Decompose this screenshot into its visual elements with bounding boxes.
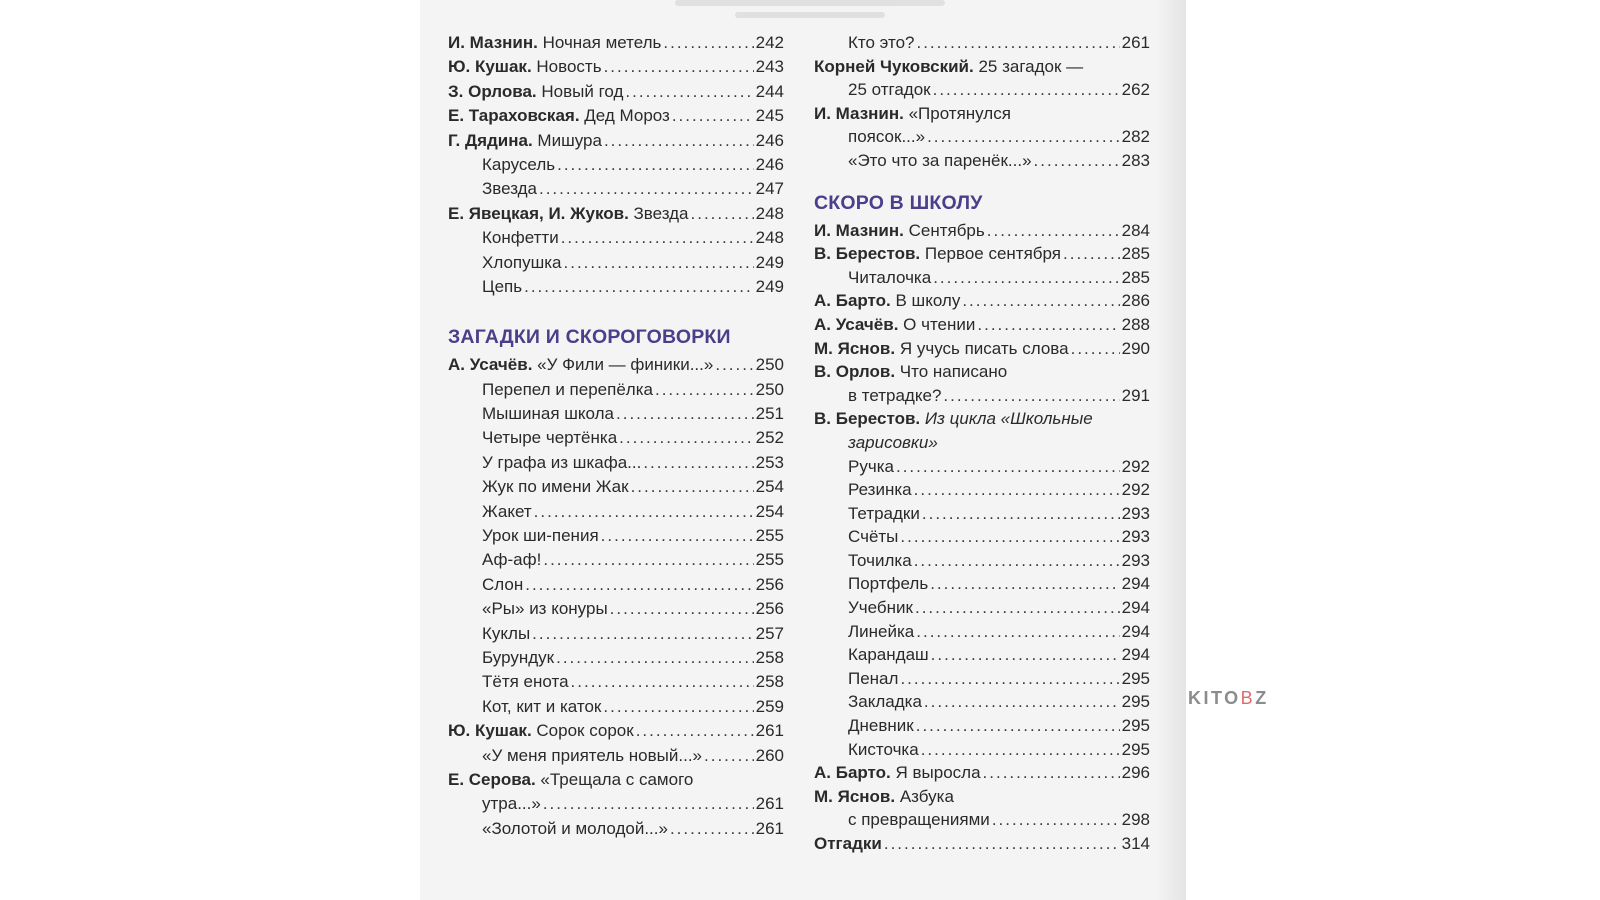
entry-title: Слон <box>482 574 524 594</box>
entry-page-number: 247 <box>755 179 784 199</box>
dot-leader <box>962 289 1119 313</box>
dot-leader <box>931 643 1120 667</box>
entry-title: Я учусь писать слова <box>895 338 1069 358</box>
entry-page-number: 258 <box>755 672 784 692</box>
toc-entry <box>814 360 1150 384</box>
toc-entry <box>448 353 784 377</box>
toc-entry <box>814 313 1150 337</box>
dot-leader <box>619 426 753 450</box>
entry-page-number: 250 <box>755 379 784 399</box>
section-heading-riddles: ЗАГАДКИ И СКОРОГОВОРКИ <box>448 326 731 349</box>
dot-leader <box>924 690 1120 714</box>
entry-page-number: 256 <box>755 574 784 594</box>
toc-entry <box>814 785 1150 809</box>
dot-leader <box>916 714 1120 738</box>
entry-page-number: 248 <box>755 228 784 248</box>
entry-page-number: 258 <box>755 647 784 667</box>
entry-page-number: 294 <box>1121 574 1150 594</box>
bleed-through-text <box>660 0 960 30</box>
toc-entry <box>448 251 784 275</box>
entry-title: «Это что за паренёк...» <box>848 150 1032 170</box>
entry-title: Конфетти <box>482 228 559 248</box>
entry-title: в тетрадке? <box>848 385 942 405</box>
dot-leader <box>532 622 753 646</box>
entry-title: Цепь <box>482 276 523 296</box>
entry-title: Карандаш <box>848 645 929 665</box>
entry-title: Кот, кит и каток <box>482 696 602 716</box>
toc-entry <box>448 524 784 548</box>
dot-leader <box>663 31 753 55</box>
entry-page-number: 295 <box>1121 668 1150 688</box>
dot-leader <box>1071 337 1120 361</box>
entry-page-number: 298 <box>1121 810 1150 830</box>
dot-leader <box>524 275 754 299</box>
entry-title: Куклы <box>482 623 531 643</box>
entry-title: 25 загадок — <box>973 56 1084 76</box>
toc-entry <box>448 426 784 450</box>
dot-leader <box>1034 149 1120 173</box>
entry-author: И. Мазнин. <box>448 33 538 52</box>
entry-author: А. Барто. <box>814 763 891 783</box>
toc-entry <box>448 402 784 426</box>
toc-entry <box>448 451 784 475</box>
entry-author: Корней Чуковский. <box>814 56 974 76</box>
entry-page-number: 254 <box>755 501 784 521</box>
toc-entry <box>448 695 784 719</box>
entry-page-number: 254 <box>755 477 784 497</box>
dot-leader <box>884 832 1120 856</box>
dot-leader <box>900 525 1119 549</box>
entry-title: Что написано <box>895 362 1008 382</box>
entry-page-number: 248 <box>755 203 784 223</box>
dot-leader <box>977 313 1119 337</box>
entry-title: Дед Мороз <box>579 106 670 126</box>
dot-leader <box>571 670 754 694</box>
entry-title: с превращениями <box>848 810 990 830</box>
entry-title: Перепел и перепёлка <box>482 379 653 399</box>
dot-leader <box>561 226 754 250</box>
entry-title: «Трещала с самого <box>535 769 694 789</box>
entry-page-number: 292 <box>1121 480 1150 500</box>
dot-leader <box>987 219 1120 243</box>
toc-entry <box>448 719 784 743</box>
entry-page-number: 285 <box>1121 244 1150 264</box>
toc-entry <box>814 502 1150 526</box>
toc-entry <box>448 622 784 646</box>
dot-leader <box>625 80 753 104</box>
entry-title: Хлопушка <box>482 252 562 272</box>
toc-list-riddles-continued <box>814 31 1150 173</box>
entry-author: А. Усачёв. <box>448 355 533 375</box>
dot-leader <box>900 667 1119 691</box>
entry-page-number: 282 <box>1121 127 1150 147</box>
dot-leader <box>933 266 1119 290</box>
entry-title: Портфель <box>848 574 929 594</box>
dot-leader <box>525 573 753 597</box>
entry-page-number: 283 <box>1121 150 1150 170</box>
entry-author: Ю. Кушак. <box>448 721 532 741</box>
entry-page-number: 253 <box>755 452 784 472</box>
entry-page-number: 291 <box>1121 385 1150 405</box>
entry-page-number: 260 <box>755 745 784 765</box>
toc-entry <box>814 596 1150 620</box>
toc-right-column <box>814 31 1150 856</box>
entry-page-number: 293 <box>1121 527 1150 547</box>
toc-entry <box>448 500 784 524</box>
entry-title: Звезда <box>482 179 537 199</box>
entry-page-number: 244 <box>755 81 784 101</box>
dot-leader <box>557 153 754 177</box>
toc-entry <box>814 832 1150 856</box>
toc-entry <box>814 102 1150 126</box>
entry-title: У графа из шкафа... <box>482 452 642 472</box>
entry-page-number: 246 <box>755 130 784 150</box>
entry-page-number: 255 <box>755 550 784 570</box>
entry-title: поясок...» <box>848 127 926 147</box>
entry-page-number: 259 <box>755 696 784 716</box>
entry-page-number: 262 <box>1121 80 1150 100</box>
dot-leader <box>655 378 754 402</box>
entry-title: Карусель <box>482 154 556 174</box>
toc-entry <box>814 384 1150 408</box>
dot-leader <box>1063 242 1120 266</box>
entry-title: Читалочка <box>848 267 932 287</box>
entry-author: М. Яснов. <box>814 338 896 358</box>
entry-title: Ночная метель <box>537 33 662 52</box>
entry-author: Г. Дядина. <box>448 130 533 150</box>
entry-author: И. Мазнин. <box>814 103 904 123</box>
dot-leader <box>672 104 754 128</box>
toc-entry <box>814 149 1150 173</box>
dot-leader <box>914 549 1120 573</box>
toc-entry <box>814 738 1150 762</box>
entry-title: Звезда <box>628 203 689 223</box>
dot-leader <box>601 524 754 548</box>
entry-author: А. Барто. <box>814 291 891 311</box>
entry-page-number: 246 <box>755 154 784 174</box>
entry-page-number: 242 <box>755 33 784 52</box>
toc-entry <box>448 177 784 201</box>
dot-leader <box>610 597 754 621</box>
entry-author: М. Яснов. <box>814 786 896 806</box>
toc-entry <box>814 549 1150 573</box>
toc-entry <box>814 125 1150 149</box>
entry-page-number: 243 <box>755 57 784 77</box>
dot-leader <box>896 455 1120 479</box>
entry-title: Мышиная школа <box>482 404 615 424</box>
entry-title: Новый год <box>536 81 624 101</box>
entry-title: Линейка <box>848 621 915 641</box>
entry-title: утра...» <box>482 794 541 814</box>
dot-leader <box>943 384 1119 408</box>
entry-title: Тетрадки <box>848 503 920 523</box>
entry-page-number: 250 <box>755 355 784 375</box>
dot-leader <box>992 808 1120 832</box>
dot-leader <box>543 548 753 572</box>
dot-leader <box>636 719 754 743</box>
entry-title: 25 отгадок <box>848 80 931 100</box>
entry-author: Е. Явецкая, И. Жуков. <box>448 203 629 223</box>
toc-entry <box>448 548 784 572</box>
entry-page-number: 295 <box>1121 692 1150 712</box>
dot-leader <box>616 402 754 426</box>
entry-title: Ручка <box>848 456 894 476</box>
toc-list-riddles <box>448 353 784 841</box>
toc-entry <box>448 573 784 597</box>
entry-page-number: 286 <box>1121 291 1150 311</box>
toc-list-school <box>814 219 1150 856</box>
dot-leader <box>930 572 1119 596</box>
entry-page-number: 245 <box>755 106 784 126</box>
entry-title: Из цикла «Школьные <box>920 409 1093 429</box>
dot-leader <box>670 817 754 841</box>
entry-page-number: 293 <box>1121 550 1150 570</box>
entry-title: Четыре чертёнка <box>482 428 618 448</box>
dot-leader <box>539 177 754 201</box>
toc-entry <box>448 226 784 250</box>
entry-author: З. Орлова. <box>448 81 537 101</box>
dot-leader <box>916 31 1119 55</box>
toc-entry <box>448 153 784 177</box>
toc-entry <box>814 761 1150 785</box>
toc-entry <box>448 275 784 299</box>
toc-entry <box>814 808 1150 832</box>
toc-entry <box>448 129 784 153</box>
dot-leader <box>915 596 1120 620</box>
entry-title: Азбука <box>895 786 954 806</box>
entry-title: Сорок сорок <box>531 721 634 741</box>
book-page <box>420 0 1186 900</box>
toc-entry <box>814 478 1150 502</box>
entry-author: В. Орлов. <box>814 362 896 382</box>
toc-entry <box>448 80 784 104</box>
entry-page-number: 251 <box>755 404 784 424</box>
entry-page-number: 256 <box>755 599 784 619</box>
entry-page-number: 294 <box>1121 645 1150 665</box>
toc-entry <box>448 104 784 128</box>
toc-entry <box>814 266 1150 290</box>
entry-title: Резинка <box>848 480 912 500</box>
entry-page-number: 295 <box>1121 739 1150 759</box>
entry-page-number: 261 <box>1121 33 1150 52</box>
toc-entry <box>448 646 784 670</box>
entry-title: Аф-аф! <box>482 550 542 570</box>
entry-page-number: 292 <box>1121 456 1150 476</box>
dot-leader <box>704 744 754 768</box>
entry-title: Пенал <box>848 668 899 688</box>
entry-title: Жакет <box>482 501 532 521</box>
entry-page-number: 257 <box>755 623 784 643</box>
entry-title: «Ры» из конуры <box>482 599 608 619</box>
toc-entry <box>814 667 1150 691</box>
entry-author: Ю. Кушак. <box>448 57 532 77</box>
entry-author: В. Берестов. <box>814 244 921 264</box>
toc-entry <box>448 31 784 55</box>
dot-leader <box>983 761 1120 785</box>
toc-entry <box>814 431 1150 455</box>
toc-entry <box>814 620 1150 644</box>
entry-page-number: 314 <box>1121 834 1150 853</box>
entry-title: «У меня приятель новый...» <box>482 745 702 765</box>
toc-entry <box>448 768 784 792</box>
entry-page-number: 294 <box>1121 598 1150 618</box>
dot-leader <box>631 475 754 499</box>
toc-entry <box>814 455 1150 479</box>
toc-entry <box>814 714 1150 738</box>
toc-entry <box>448 378 784 402</box>
dot-leader <box>643 451 753 475</box>
entry-page-number: 288 <box>1121 314 1150 334</box>
entry-page-number: 293 <box>1121 503 1150 523</box>
entry-page-number: 285 <box>1121 267 1150 287</box>
toc-entry <box>814 55 1150 79</box>
entry-page-number: 261 <box>755 818 784 838</box>
dot-leader <box>691 202 754 226</box>
entry-page-number: 294 <box>1121 621 1150 641</box>
toc-list-new-year <box>448 31 784 299</box>
entry-title: Бурундук <box>482 647 555 667</box>
entry-author: Отгадки <box>814 834 882 853</box>
toc-entry <box>814 289 1150 313</box>
dot-leader <box>603 695 753 719</box>
dot-leader <box>715 353 753 377</box>
entry-title: зарисовки» <box>848 432 938 452</box>
page-edge-shadow <box>1156 0 1186 900</box>
toc-entry <box>814 643 1150 667</box>
dot-leader <box>933 78 1120 102</box>
toc-entry <box>814 690 1150 714</box>
entry-page-number: 249 <box>755 252 784 272</box>
entry-page-number: 261 <box>755 794 784 814</box>
entry-title: «Протянулся <box>903 103 1011 123</box>
entry-author: Е. Тараховская. <box>448 106 580 126</box>
toc-entry <box>448 597 784 621</box>
entry-title: Учебник <box>848 598 913 618</box>
dot-leader <box>534 500 754 524</box>
entry-title: Жук по имени Жак <box>482 477 629 497</box>
entry-page-number: 284 <box>1121 220 1150 240</box>
entry-title: Урок ши-пения <box>482 526 599 546</box>
dot-leader <box>604 129 754 153</box>
entry-page-number: 290 <box>1121 338 1150 358</box>
toc-entry <box>814 572 1150 596</box>
entry-page-number: 255 <box>755 526 784 546</box>
toc-left-column <box>448 31 784 841</box>
dot-leader <box>916 620 1119 644</box>
dot-leader <box>914 478 1120 502</box>
entry-title: «У Фили — финики...» <box>532 355 714 375</box>
entry-author: А. Усачёв. <box>814 314 899 334</box>
toc-entry <box>448 475 784 499</box>
dot-leader <box>556 646 754 670</box>
entry-title: Кто это? <box>848 33 915 52</box>
toc-entry <box>814 78 1150 102</box>
toc-entry <box>448 670 784 694</box>
toc-entry <box>448 55 784 79</box>
toc-entry <box>814 219 1150 243</box>
watermark-logo: KITOBZ <box>1188 688 1269 708</box>
toc-entry <box>448 202 784 226</box>
entry-page-number: 296 <box>1121 763 1150 783</box>
toc-entry <box>448 792 784 816</box>
toc-entry <box>814 525 1150 549</box>
entry-page-number: 295 <box>1121 716 1150 736</box>
entry-title: Кисточка <box>848 739 919 759</box>
entry-title: Новость <box>531 57 602 77</box>
entry-author: В. Берестов. <box>814 409 921 429</box>
entry-title: Первое сентября <box>920 244 1062 264</box>
entry-page-number: 252 <box>755 428 784 448</box>
toc-entry <box>814 242 1150 266</box>
entry-title: Мишура <box>532 130 602 150</box>
entry-title: Дневник <box>848 716 914 736</box>
entry-title: «Золотой и молодой...» <box>482 818 668 838</box>
entry-title: В школу <box>890 291 961 311</box>
entry-page-number: 249 <box>755 276 784 296</box>
dot-leader <box>921 738 1120 762</box>
dot-leader <box>922 502 1120 526</box>
entry-author: Е. Серова. <box>448 769 536 789</box>
entry-page-number: 261 <box>755 721 784 741</box>
toc-entry <box>814 31 1150 55</box>
entry-title: Сентябрь <box>903 220 985 240</box>
toc-entry <box>814 407 1150 431</box>
toc-entry <box>448 744 784 768</box>
entry-title: Закладка <box>848 692 922 712</box>
entry-title: О чтении <box>898 314 976 334</box>
entry-title: Я выросла <box>890 763 981 783</box>
toc-entry <box>448 817 784 841</box>
dot-leader <box>927 125 1120 149</box>
dot-leader <box>564 251 754 275</box>
entry-title: Счёты <box>848 527 899 547</box>
dot-leader <box>604 55 754 79</box>
section-heading-school: СКОРО В ШКОЛУ <box>814 191 983 214</box>
entry-title: Точилка <box>848 550 912 570</box>
entry-title: Тётя енота <box>482 672 569 692</box>
toc-entry <box>814 337 1150 361</box>
entry-author: И. Мазнин. <box>814 220 904 240</box>
dot-leader <box>543 792 754 816</box>
